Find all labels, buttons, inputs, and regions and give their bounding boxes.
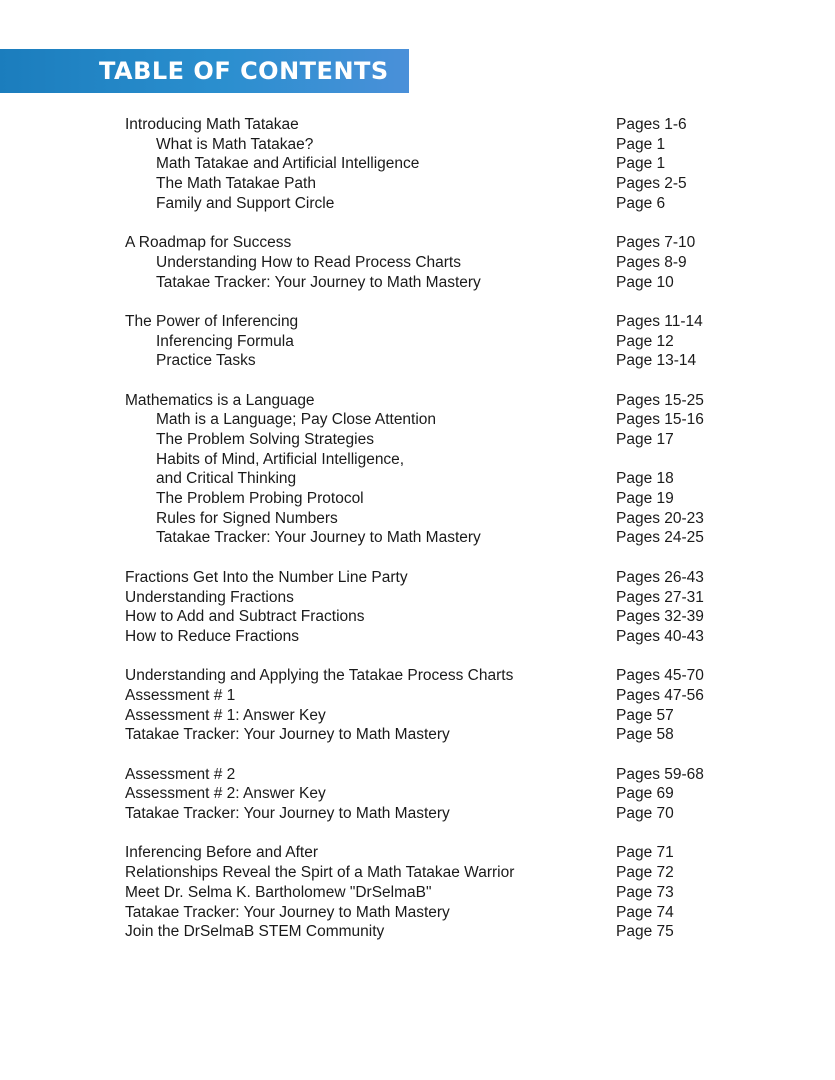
- toc-entry: [0, 883, 835, 903]
- toc-subentry: [0, 174, 835, 194]
- toc-entry: [0, 666, 835, 686]
- toc-entry-title: Understanding Fractions: [125, 588, 294, 606]
- toc-entry-title: Assessment # 1: Answer Key: [125, 706, 326, 724]
- toc-entry: [0, 607, 835, 627]
- toc-section: [0, 568, 835, 647]
- toc-entry-title: Assessment # 2: [125, 765, 236, 783]
- toc-entry-title: Rules for Signed Numbers: [156, 509, 338, 527]
- toc-section: [0, 312, 835, 371]
- toc-entry-title: Tatakae Tracker: Your Journey to Math Mastery: [156, 273, 481, 291]
- toc-subentry: [0, 430, 835, 450]
- toc-page-ref: Page 57: [616, 706, 674, 724]
- page-title: TABLE OF CONTENTS: [99, 57, 389, 85]
- table-of-contents: [0, 115, 835, 962]
- toc-page-ref: Pages 7-10: [616, 234, 696, 252]
- toc-page-ref: Pages 20-23: [616, 509, 704, 527]
- toc-entry: [0, 903, 835, 923]
- toc-entry-title: Fractions Get Into the Number Line Party: [125, 568, 408, 586]
- toc-entry-title: The Power of Inferencing: [125, 312, 299, 330]
- toc-entry-title: Practice Tasks: [156, 352, 256, 370]
- toc-page-ref: Pages 32-39: [616, 608, 704, 626]
- toc-entry: [0, 725, 835, 745]
- toc-entry-title: The Problem Solving Strategies: [156, 431, 374, 448]
- toc-page-ref: Page 74: [616, 903, 674, 921]
- toc-entry-title: Assessment # 2: Answer Key: [125, 785, 326, 803]
- toc-page-ref: Pages 24-25: [616, 529, 704, 547]
- toc-page-ref: Page 58: [616, 726, 674, 744]
- title-banner: [0, 49, 409, 93]
- toc-entry-title: How to Add and Subtract Fractions: [125, 608, 365, 626]
- toc-entry: [0, 765, 835, 785]
- toc-page-ref: Page 70: [616, 805, 674, 823]
- toc-subentry: [0, 135, 835, 155]
- toc-entry: [0, 784, 835, 804]
- toc-entry-title: Math is a Language; Pay Close Attention: [156, 411, 437, 429]
- toc-page-ref: Page 73: [616, 883, 674, 901]
- toc-entry: [0, 233, 835, 253]
- toc-page-ref: Page 1: [616, 135, 666, 153]
- toc-entry-title: How to Reduce Fractions: [125, 627, 300, 645]
- toc-section: [0, 843, 835, 941]
- toc-entry-title: Introducing Math Tatakae: [125, 116, 299, 133]
- toc-entry: [0, 706, 835, 726]
- toc-page-ref: Page 13-14: [616, 352, 697, 370]
- toc-entry-title: Habits of Mind, Artificial Intelligence,: [156, 450, 405, 468]
- toc-entry-title: The Math Tatakae Path: [156, 175, 316, 193]
- toc-subentry: [0, 253, 835, 273]
- toc-entry-title: Meet Dr. Selma K. Bartholomew "DrSelmaB": [125, 883, 432, 901]
- toc-page-ref: Pages 45-70: [616, 667, 704, 685]
- toc-subentry: [0, 273, 835, 293]
- toc-section: [0, 391, 835, 549]
- toc-page-ref: Page 19: [616, 490, 674, 508]
- toc-entry-title: Family and Support Circle: [156, 194, 335, 212]
- toc-subentry: [0, 528, 835, 548]
- toc-page-ref: Pages 8-9: [616, 253, 687, 271]
- toc-entry-title: Tatakae Tracker: Your Journey to Math Mastery: [125, 726, 450, 744]
- toc-section: [0, 233, 835, 292]
- toc-entry-title: Inferencing Before and After: [125, 844, 319, 862]
- toc-section: [0, 765, 835, 824]
- toc-page-ref: Page 6: [616, 194, 666, 212]
- toc-page-ref: Page 71: [616, 844, 674, 862]
- toc-entry-title: Inferencing Formula: [156, 332, 294, 350]
- toc-page-ref: Pages 15-25: [616, 391, 704, 409]
- toc-entry: [0, 115, 835, 135]
- toc-section: [0, 666, 835, 745]
- toc-page-ref: Page 18: [616, 470, 674, 488]
- toc-entry: [0, 686, 835, 706]
- toc-entry: [0, 627, 835, 647]
- toc-page-ref: Pages 2-5: [616, 175, 687, 193]
- toc-subentry: [0, 154, 835, 174]
- toc-page-ref: Page 72: [616, 864, 674, 882]
- toc-entry-title: What is Math Tatakae?: [156, 135, 314, 153]
- toc-entry-title: Understanding How to Read Process Charts: [156, 253, 461, 271]
- toc-entry: [0, 922, 835, 942]
- toc-entry: [0, 843, 835, 863]
- toc-page-ref: Pages 40-43: [616, 627, 704, 645]
- toc-subentry: [0, 450, 835, 470]
- toc-entry-title: Relationships Reveal the Spirt of a Math Tatakae Warrior: [125, 864, 515, 882]
- toc-entry-title: Tatakae Tracker: Your Journey to Math Mastery: [125, 903, 450, 921]
- toc-entry-title: Assessment # 1: [125, 686, 236, 704]
- toc-page-ref: Pages 11-14: [616, 312, 703, 330]
- toc-entry-title: The Problem Probing Protocol: [156, 490, 364, 508]
- toc-page-ref: Pages 1-6: [616, 116, 687, 133]
- toc-entry-title: Join the DrSelmaB STEM Community: [125, 923, 385, 941]
- toc-page-ref: Pages 59-68: [616, 765, 704, 783]
- toc-entry: [0, 804, 835, 824]
- toc-section: [0, 115, 835, 213]
- toc-subentry: [0, 489, 835, 509]
- toc-entry-title: Understanding and Applying the Tatakae Process Charts: [125, 667, 514, 685]
- toc-entry: [0, 863, 835, 883]
- toc-entry-title: Tatakae Tracker: Your Journey to Math Mastery: [156, 529, 481, 547]
- toc-page-ref: Pages 27-31: [616, 588, 704, 606]
- toc-entry-title: A Roadmap for Success: [125, 234, 292, 252]
- toc-entry: [0, 312, 835, 332]
- toc-subentry: [0, 351, 835, 371]
- toc-page-ref: Page 1: [616, 155, 666, 173]
- toc-subentry: [0, 469, 835, 489]
- toc-page-ref: Page 17: [616, 431, 674, 448]
- toc-subentry: [0, 410, 835, 430]
- toc-entry-title: Mathematics is a Language: [125, 391, 315, 409]
- toc-entry: [0, 568, 835, 588]
- toc-entry-title: and Critical Thinking: [156, 470, 297, 488]
- toc-entry: [0, 391, 835, 411]
- toc-page-ref: Page 10: [616, 273, 674, 291]
- toc-page-ref: Pages 26-43: [616, 568, 704, 586]
- toc-page-ref: Page 12: [616, 332, 674, 350]
- toc-page-ref: Pages 15-16: [616, 411, 704, 429]
- toc-entry: [0, 588, 835, 608]
- toc-page-ref: Pages 47-56: [616, 686, 704, 704]
- toc-subentry: [0, 332, 835, 352]
- toc-page-ref: Page 75: [616, 923, 674, 941]
- toc-entry-title: Math Tatakae and Artificial Intelligence: [156, 155, 420, 173]
- toc-subentry: [0, 509, 835, 529]
- toc-subentry: [0, 194, 835, 214]
- toc-page-ref: Page 69: [616, 785, 674, 803]
- toc-entry-title: Tatakae Tracker: Your Journey to Math Mastery: [125, 805, 450, 823]
